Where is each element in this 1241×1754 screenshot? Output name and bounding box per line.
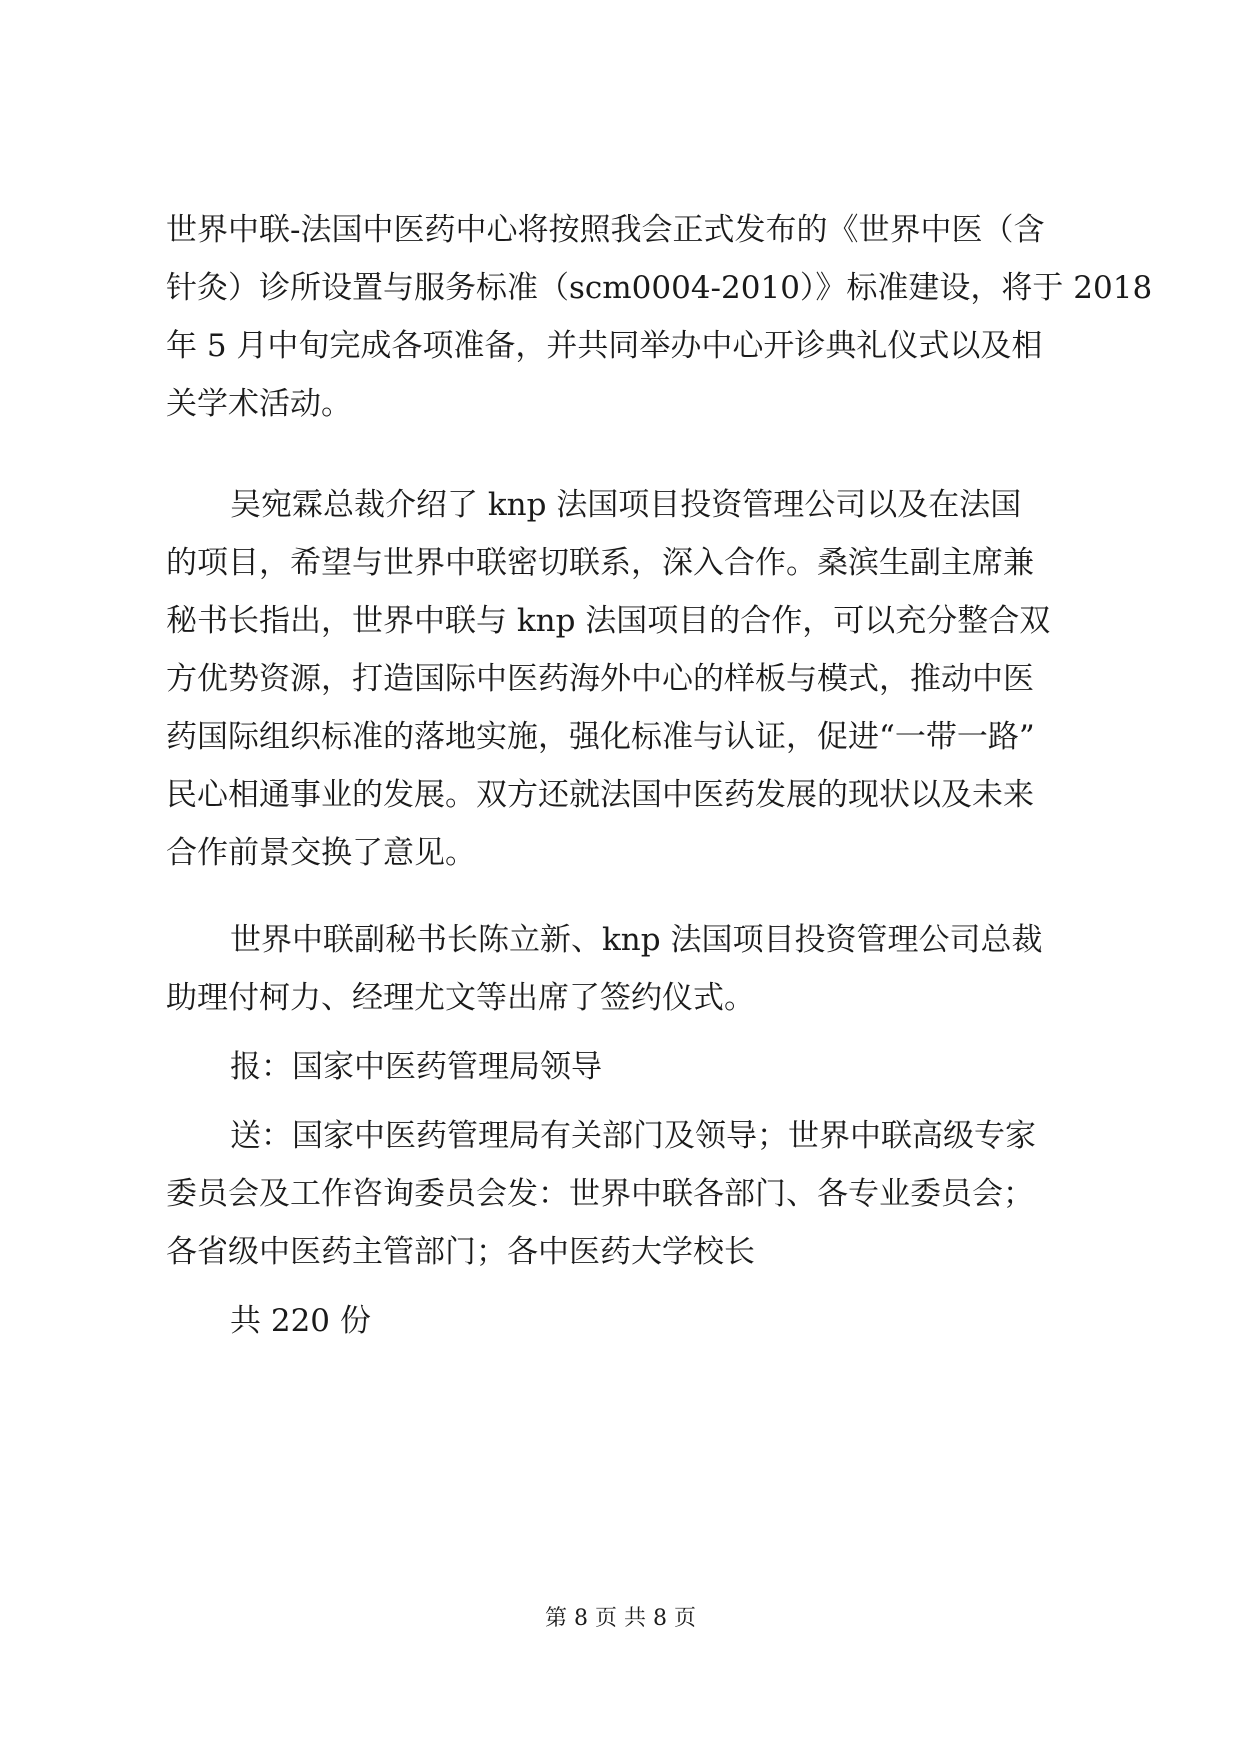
body-line-11: 合作前景交换了意见。 <box>166 835 476 871</box>
copies-count-line: 共 220 份 <box>230 1303 371 1339</box>
body-line-12: 世界中联副秘书长陈立新、knp 法国项目投资管理公司总裁 <box>230 922 1043 958</box>
body-line-10: 民心相通事业的发展。双方还就法国中医药发展的现状以及未来 <box>166 777 1034 813</box>
body-line-9: 药国际组织标准的落地实施，强化标准与认证，促进“一带一路” <box>166 719 1035 755</box>
body-line-4: 关学术活动。 <box>166 386 352 422</box>
body-line-3: 年 5 月中旬完成各项准备，并共同举办中心开诊典礼仪式以及相 <box>166 328 1043 364</box>
body-line-7: 秘书长指出，世界中联与 knp 法国项目的合作，可以充分整合双 <box>166 603 1051 639</box>
body-line-1: 世界中联-法国中医药中心将按照我会正式发布的《世界中医（含 <box>166 212 1045 248</box>
send-to-line-3: 各省级中医药主管部门；各中医药大学校长 <box>166 1234 755 1270</box>
send-to-line-1: 送：国家中医药管理局有关部门及领导；世界中联高级专家 <box>230 1118 1036 1154</box>
send-to-line-2: 委员会及工作咨询委员会发：世界中联各部门、各专业委员会； <box>166 1176 1034 1212</box>
body-line-6: 的项目，希望与世界中联密切联系，深入合作。桑滨生副主席兼 <box>166 545 1034 581</box>
body-line-5: 吴宛霖总裁介绍了 knp 法国项目投资管理公司以及在法国 <box>230 487 1022 523</box>
body-line-8: 方优势资源，打造国际中医药海外中心的样板与模式，推动中医 <box>166 661 1034 697</box>
body-line-13: 助理付柯力、经理尤文等出席了签约仪式。 <box>166 980 755 1016</box>
body-line-2: 针灸）诊所设置与服务标准（scm0004-2010）》标准建设，将于 2018 <box>166 270 1153 306</box>
report-to-line: 报：国家中医药管理局领导 <box>230 1049 602 1085</box>
page-footer: 第 8 页 共 8 页 <box>545 1606 696 1631</box>
